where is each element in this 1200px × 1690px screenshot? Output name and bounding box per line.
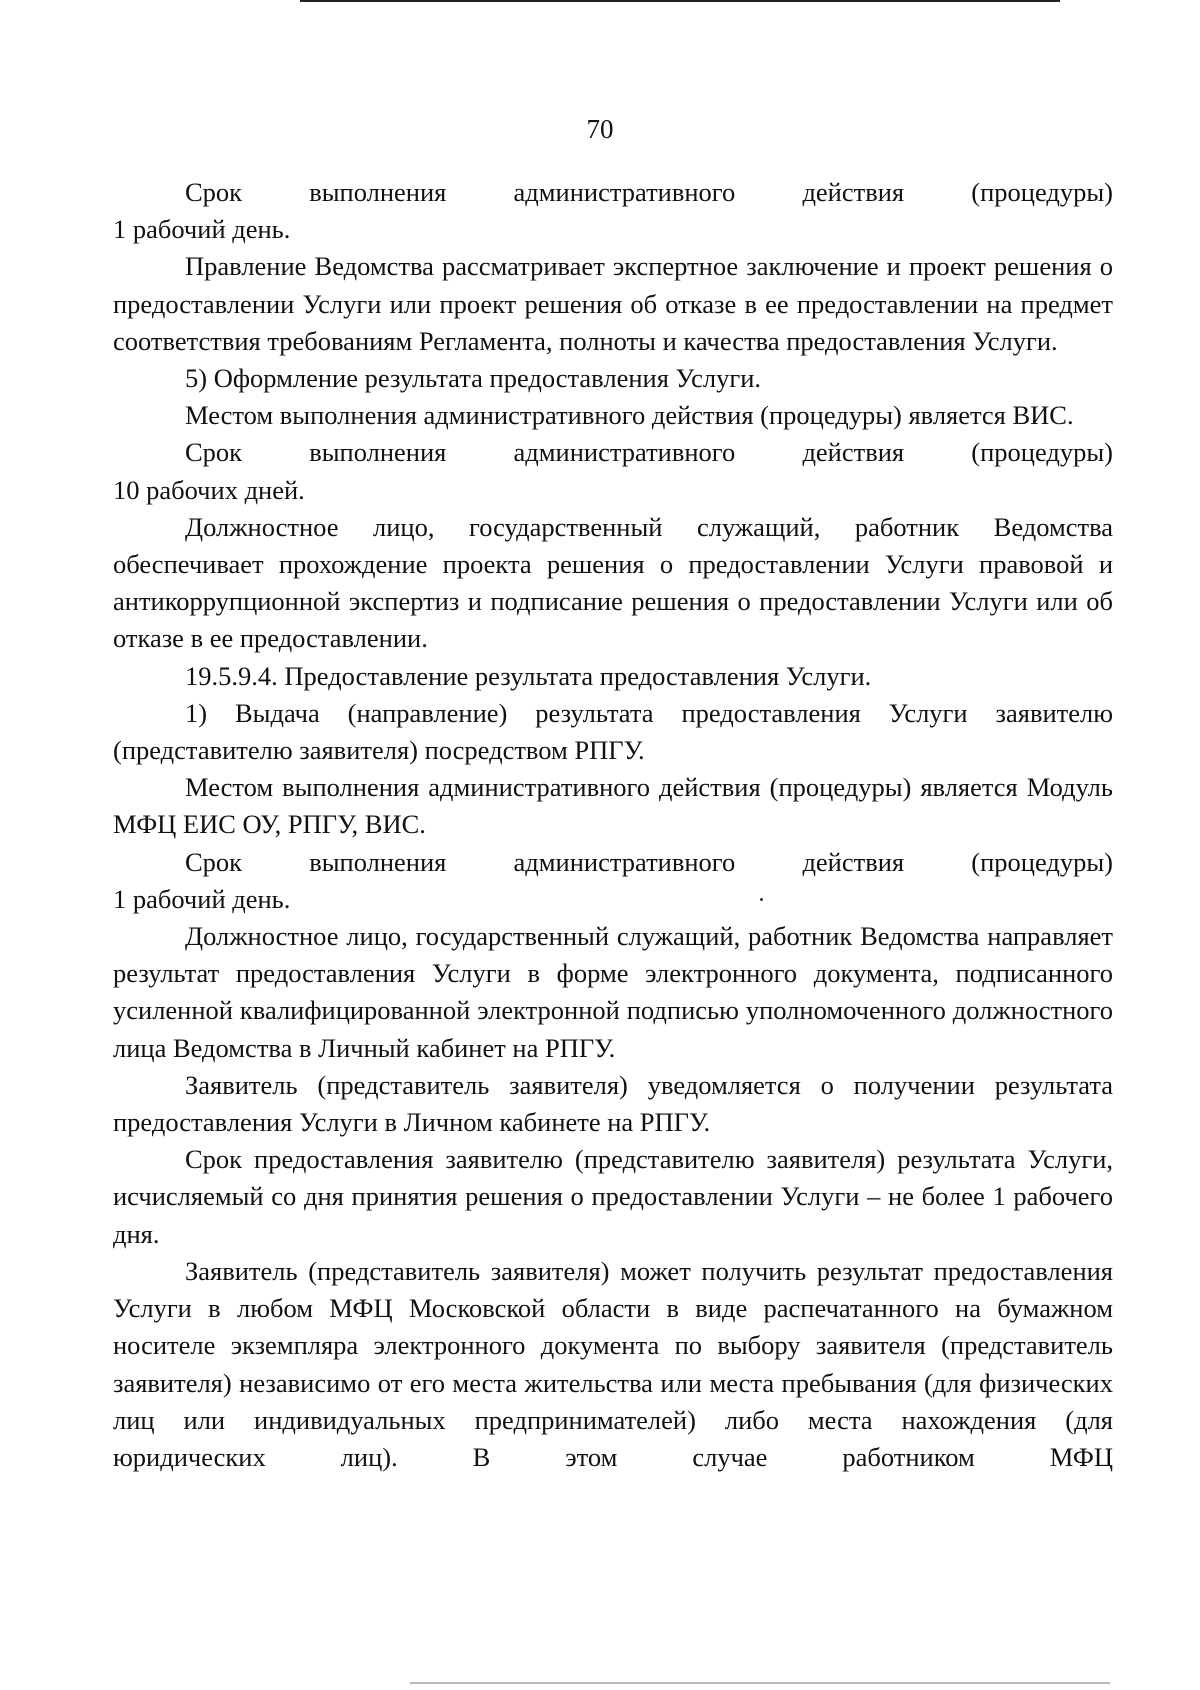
paragraph-official-sends-result: Должностное лицо, государственный служащий, работник Ведомства направляет результат предоставления Услуги в форме электронного документа, подписанного усиленной квалифицированной электронной подписью уполномоченного должностного лица Ведомства в Личный кабинет на РПГУ. <box>113 921 1113 1063</box>
paragraph-deadline-1-b <box>113 844 1113 918</box>
paragraph-line: Срок выполнения административного действия (процедуры) <box>185 846 1113 877</box>
paragraph-place-vis: Местом выполнения административного действия (процедуры) является ВИС. <box>185 400 1074 431</box>
paragraph-deadline-10 <box>113 434 1113 508</box>
paragraph-mfc-printout: Заявитель (представитель заявителя) может получить результат предоставления Услуги в любом МФЦ Московской области в виде распечатанного на бумажном носителе экземпляра электронного документа по выбору заявителя (представитель заявителя) независимо от его места жительства или места пребывания (для физических лиц или индивидуальных предпринимателей) либо места нахождения (для юридических лиц). В этом случае работником МФЦ <box>113 1255 1113 1472</box>
paragraph-deadline-1 <box>113 174 1113 248</box>
paragraph-issuance-rpgu: 1) Выдача (направление) результата предоставления Услуги заявителю (представителю заявителя) посредством РПГУ. <box>113 697 1113 766</box>
paragraph-board-review: Правление Ведомства рассматривает экспертное заключение и проект решения о предоставлении Услуги или проект решения об отказе в ее предоставлении на предмет соответствия требованиям Регламента, полноты и качества предоставления Услуги. <box>113 251 1113 356</box>
paragraph-result-formatting: 5) Оформление результата предоставления Услуги. <box>185 363 761 394</box>
paragraph-place-modules: Местом выполнения административного действия (процедуры) является Модуль МФЦ ЕИС ОУ, РПГУ, ВИС. <box>113 772 1113 840</box>
paragraph-official-expertise: Должностное лицо, государственный служащий, работник Ведомства обеспечивает прохождение проекта решения о предоставлении Услуги правовой и антикоррупционной экспертиз и подписание решения о предоставлении Услуги или об отказе в ее предоставлении. <box>113 511 1113 654</box>
paragraph-line: Срок выполнения административного действия (процедуры) <box>185 177 1113 207</box>
paragraph-applicant-notified: Заявитель (представитель заявителя) уведомляется о получении результата предоставления Услуги в Личном кабинете на РПГУ. <box>113 1069 1113 1138</box>
section-heading-19-5-9-4: 19.5.9.4. Предоставление результата предоставления Услуги. <box>185 660 872 691</box>
paragraph-line: 10 рабочих дней. <box>113 474 305 505</box>
document-body <box>113 174 1113 1476</box>
paragraph-provision-deadline: Срок предоставления заявителю (представителю заявителя) результата Услуги, исчисляемый со дня принятия решения о предоставлении Услуги – не более 1 рабочего дня. <box>113 1144 1113 1249</box>
scan-speck <box>760 898 763 901</box>
page-number: 70 <box>586 114 614 144</box>
scan-edge-top <box>300 0 1060 2</box>
paragraph-line: 1 рабочий день. <box>113 214 291 245</box>
paragraph-line: Срок выполнения административного действия (процедуры) <box>185 437 1113 468</box>
paragraph-line: 1 рабочий день. <box>113 883 291 914</box>
scan-edge-bottom <box>410 1682 1110 1684</box>
